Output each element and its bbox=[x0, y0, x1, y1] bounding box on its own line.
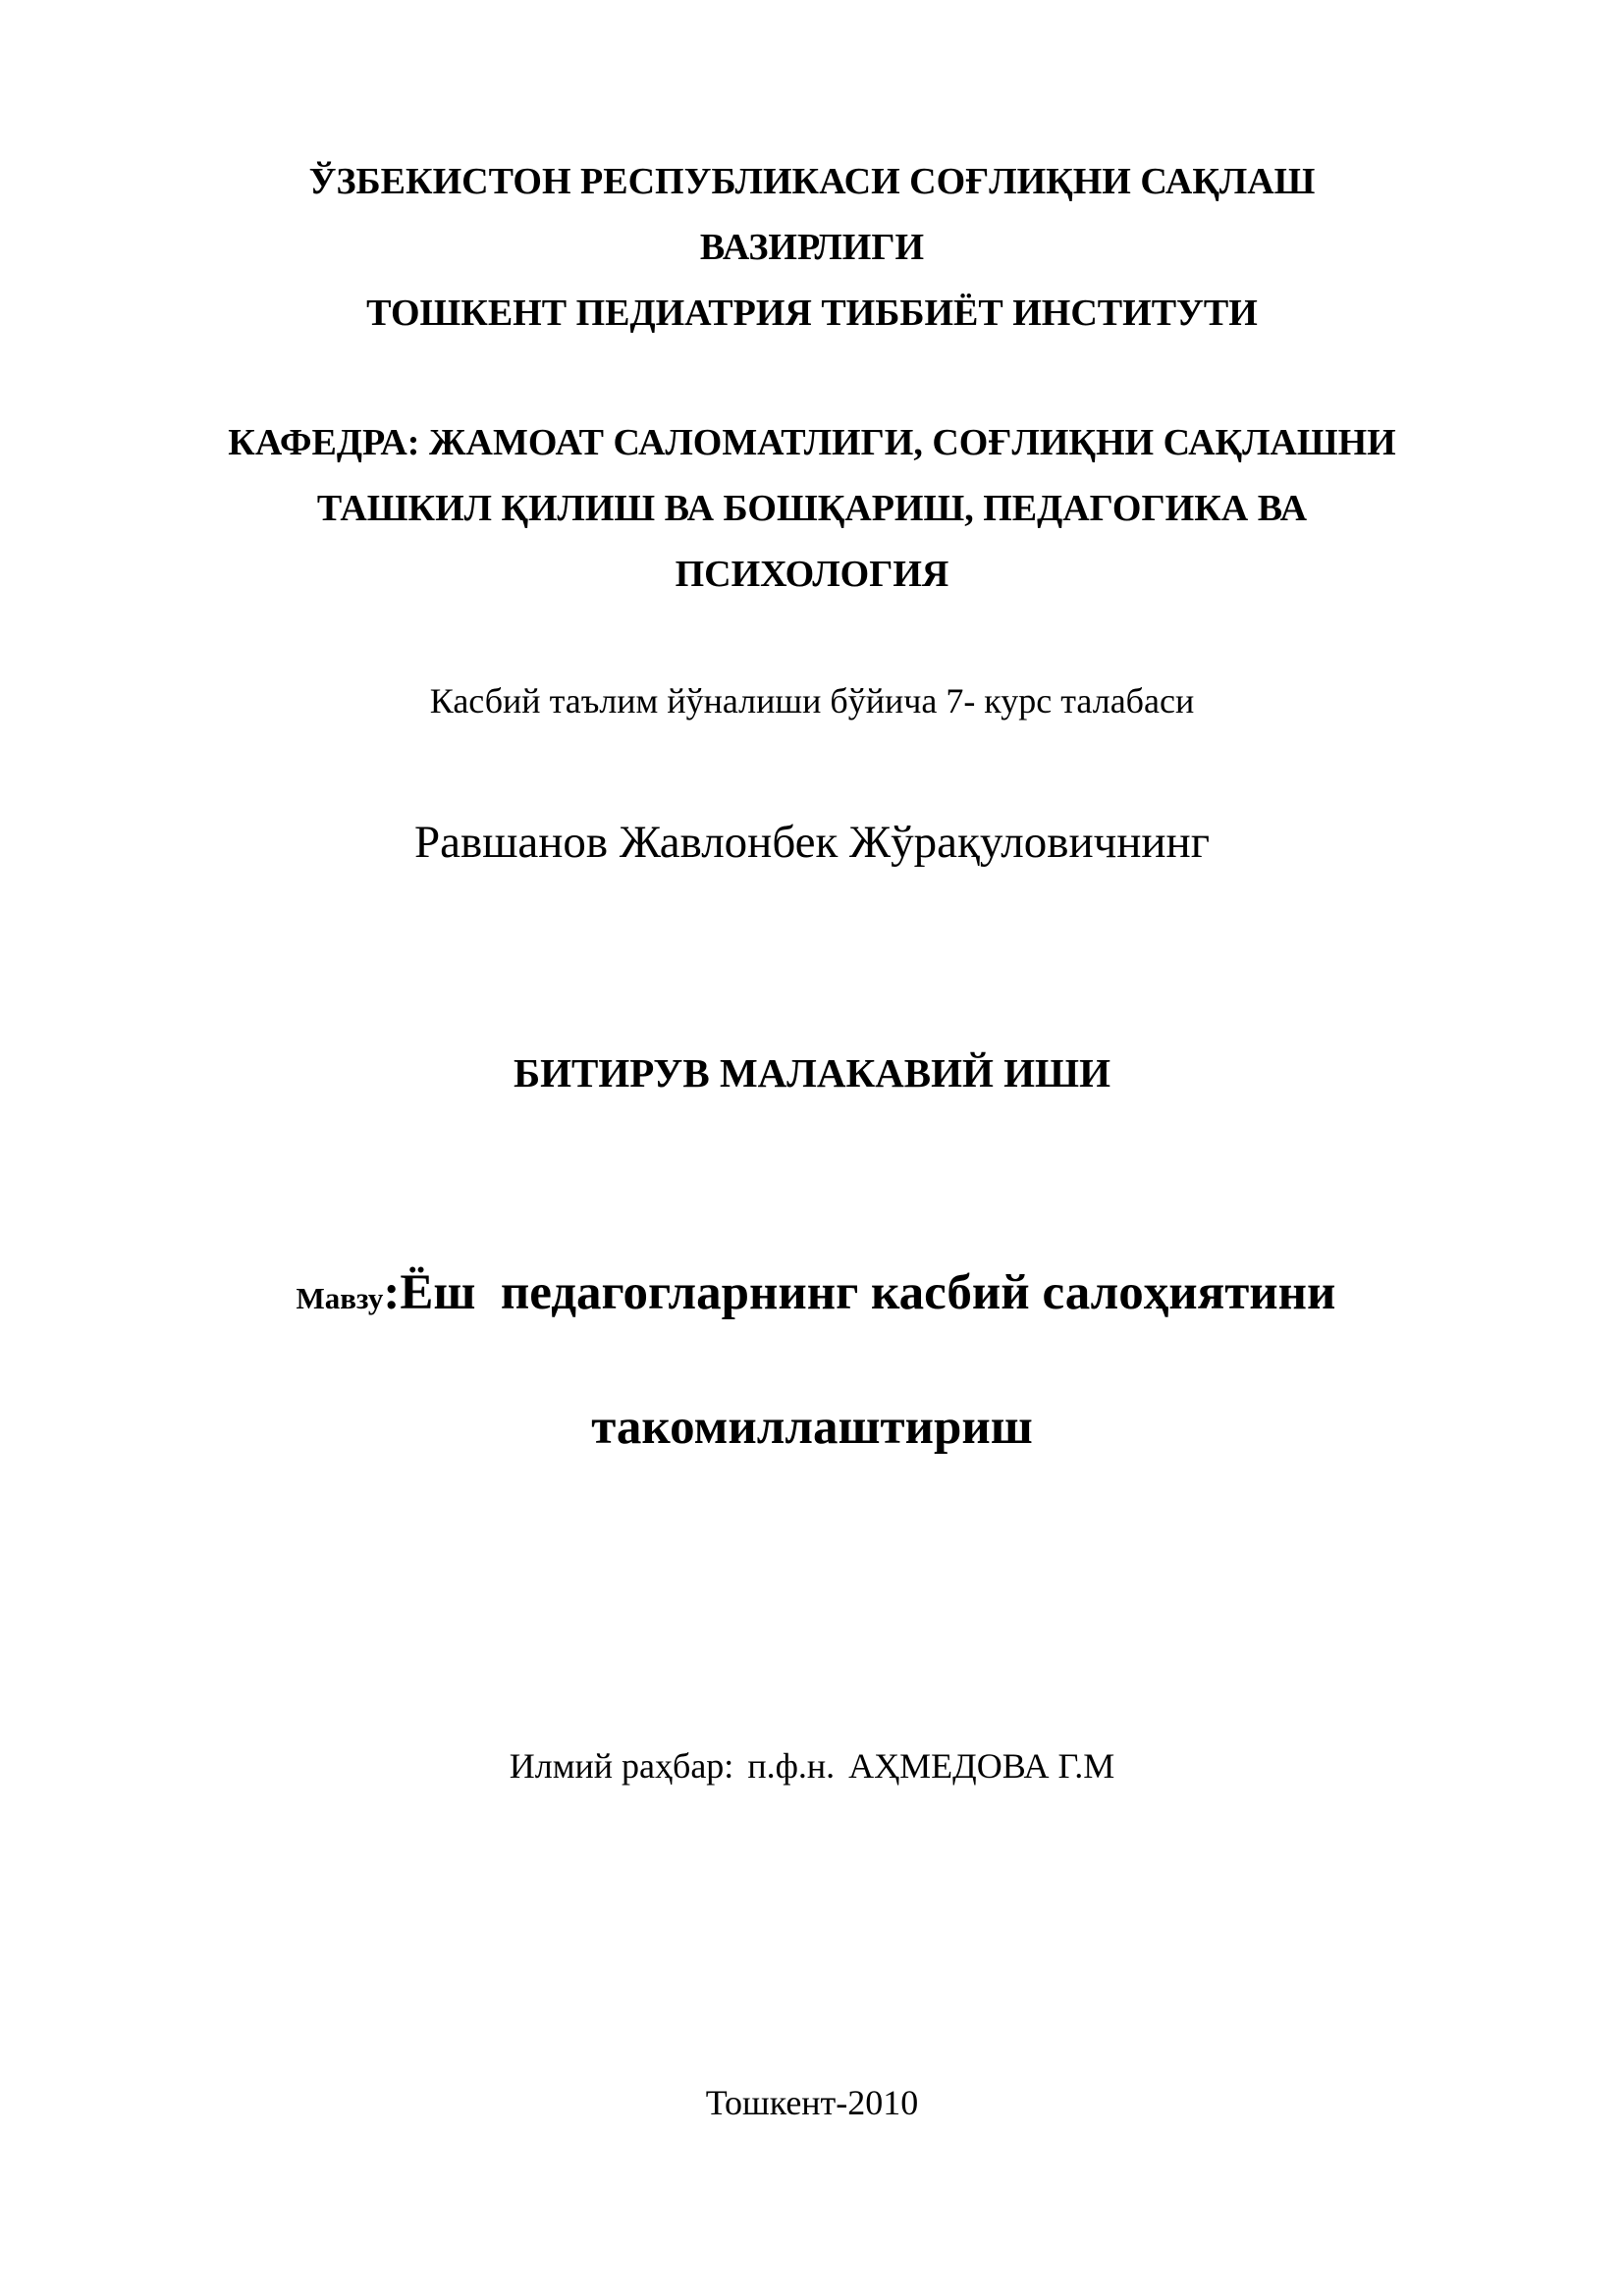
supervisor-degree: п.ф.н. bbox=[747, 1746, 836, 1786]
topic-line-2: такомиллаштириш bbox=[591, 1400, 1033, 1455]
city-year-text: Тошкент-2010 bbox=[705, 2083, 919, 2122]
student-name bbox=[0, 813, 1624, 872]
student-name-text: Равшанов Жавлонбек Жўрақуловичнинг bbox=[414, 817, 1210, 868]
ministry-line-2: ВАЗИРЛИГИ bbox=[699, 227, 925, 268]
course-line bbox=[0, 677, 1624, 724]
supervisor-label: Илмий раҳбар: bbox=[509, 1746, 734, 1786]
department-line-2: ТАШКИЛ ҚИЛИШ ВА БОШҚАРИШ, ПЕДАГОГИКА ВА bbox=[316, 488, 1308, 529]
supervisor-text bbox=[0, 1742, 1624, 1789]
topic-line-1 bbox=[0, 1262, 1624, 1329]
department-header bbox=[0, 410, 1624, 608]
work-type-heading bbox=[0, 1045, 1624, 1100]
city-year bbox=[0, 2079, 1624, 2126]
topic-separator: : bbox=[383, 1265, 401, 1320]
supervisor-line bbox=[0, 1742, 1624, 1789]
course-text: Касбий таълим йўналиши бўйича 7- курс талабаси bbox=[429, 681, 1195, 721]
work-type-text: БИТИРУВ МАЛАКАВИЙ ИШИ bbox=[514, 1050, 1110, 1095]
ministry-header bbox=[0, 149, 1624, 347]
ministry-line-1: ЎЗБЕКИСТОН РЕСПУБЛИКАСИ СОҒЛИҚНИ САҚЛАШ bbox=[308, 161, 1316, 202]
department-line-1: КАФЕДРА: ЖАМОАТ САЛОМАТЛИГИ, СОҒЛИҚНИ САҚЛАШНИ bbox=[228, 422, 1396, 463]
topic-label: Мавзу bbox=[296, 1281, 384, 1315]
topic bbox=[0, 1262, 1624, 1458]
department-line-3: ПСИХОЛОГИЯ bbox=[675, 554, 949, 595]
supervisor-name: АҲМЕДОВА Г.М bbox=[848, 1746, 1115, 1786]
topic-title-line-1: Ёш педагогларнинг касбий салоҳиятини bbox=[400, 1265, 1336, 1320]
institute-line: ТОШКЕНТ ПЕДИАТРИЯ ТИББИЁТ ИНСТИТУТИ bbox=[366, 293, 1258, 334]
